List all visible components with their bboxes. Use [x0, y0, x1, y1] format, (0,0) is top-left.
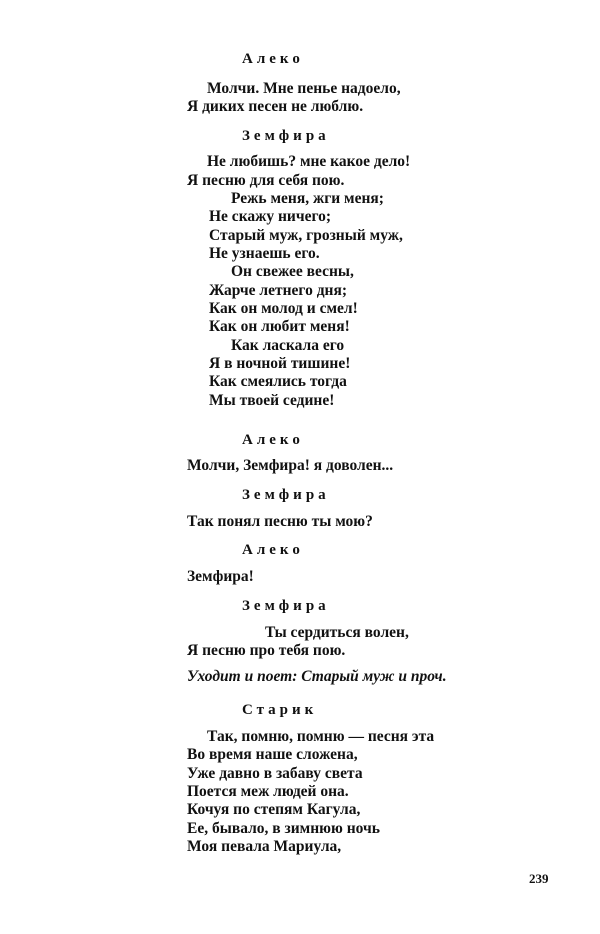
verse-line: Режь меня, жги меня; [231, 190, 384, 207]
verse-line: Уже давно в забаву света [187, 765, 363, 782]
verse-line: Кочуя по степям Кагула, [187, 801, 361, 818]
stage-direction: Уходит и поет: Старый муж и проч. [187, 668, 447, 685]
page-number: 239 [529, 871, 549, 886]
verse-line: Поется меж людей она. [187, 783, 349, 800]
verse-line: Так понял песню ты мою? [187, 513, 373, 530]
verse-line: Как ласкала его [231, 337, 345, 354]
verse-line: Ее, бывало, в зимнюю ночь [187, 820, 380, 837]
verse-line: Как он молод и смел! [209, 300, 358, 317]
verse-line: Он свежее весны, [231, 263, 354, 280]
speaker-name: Старик [242, 702, 318, 718]
verse-line: Не узнаешь его. [209, 245, 320, 262]
verse-line: Не скажу ничего; [209, 208, 332, 225]
verse-line: Земфира! [187, 568, 254, 585]
verse-line: Жарче летнего дня; [209, 282, 348, 299]
speaker-name: Земфира [242, 128, 330, 144]
verse-line: Как он любит меня! [209, 318, 350, 335]
verse-line: Я диких песен не люблю. [187, 98, 364, 115]
verse-line: Как смеялись тогда [209, 373, 347, 390]
verse-line: Моя певала Мариула, [187, 838, 342, 855]
speaker-name: Земфира [242, 598, 330, 614]
speaker-name: Алеко [242, 432, 304, 448]
verse-line: Я песню про тебя пою. [187, 642, 346, 659]
verse-line: Мы твоей седине! [209, 392, 335, 409]
verse-line: Старый муж, грозный муж, [209, 227, 403, 244]
verse-line: Так, помню, помню — песня эта [207, 728, 435, 745]
verse-line: Во время наше сложена, [187, 746, 358, 763]
speaker-name: Алеко [242, 542, 304, 558]
verse-line: Ты сердиться волен, [265, 624, 409, 641]
speaker-name: Земфира [242, 487, 330, 503]
verse-line: Молчи. Мне пенье надоело, [207, 80, 401, 97]
verse-line: Не любишь? мне какое дело! [207, 153, 411, 170]
verse-line: Молчи, Земфира! я доволен... [187, 457, 394, 474]
verse-line: Я в ночной тишине! [209, 355, 351, 372]
speaker-name: Алеко [242, 51, 304, 67]
verse-line: Я песню для себя пою. [187, 172, 345, 189]
